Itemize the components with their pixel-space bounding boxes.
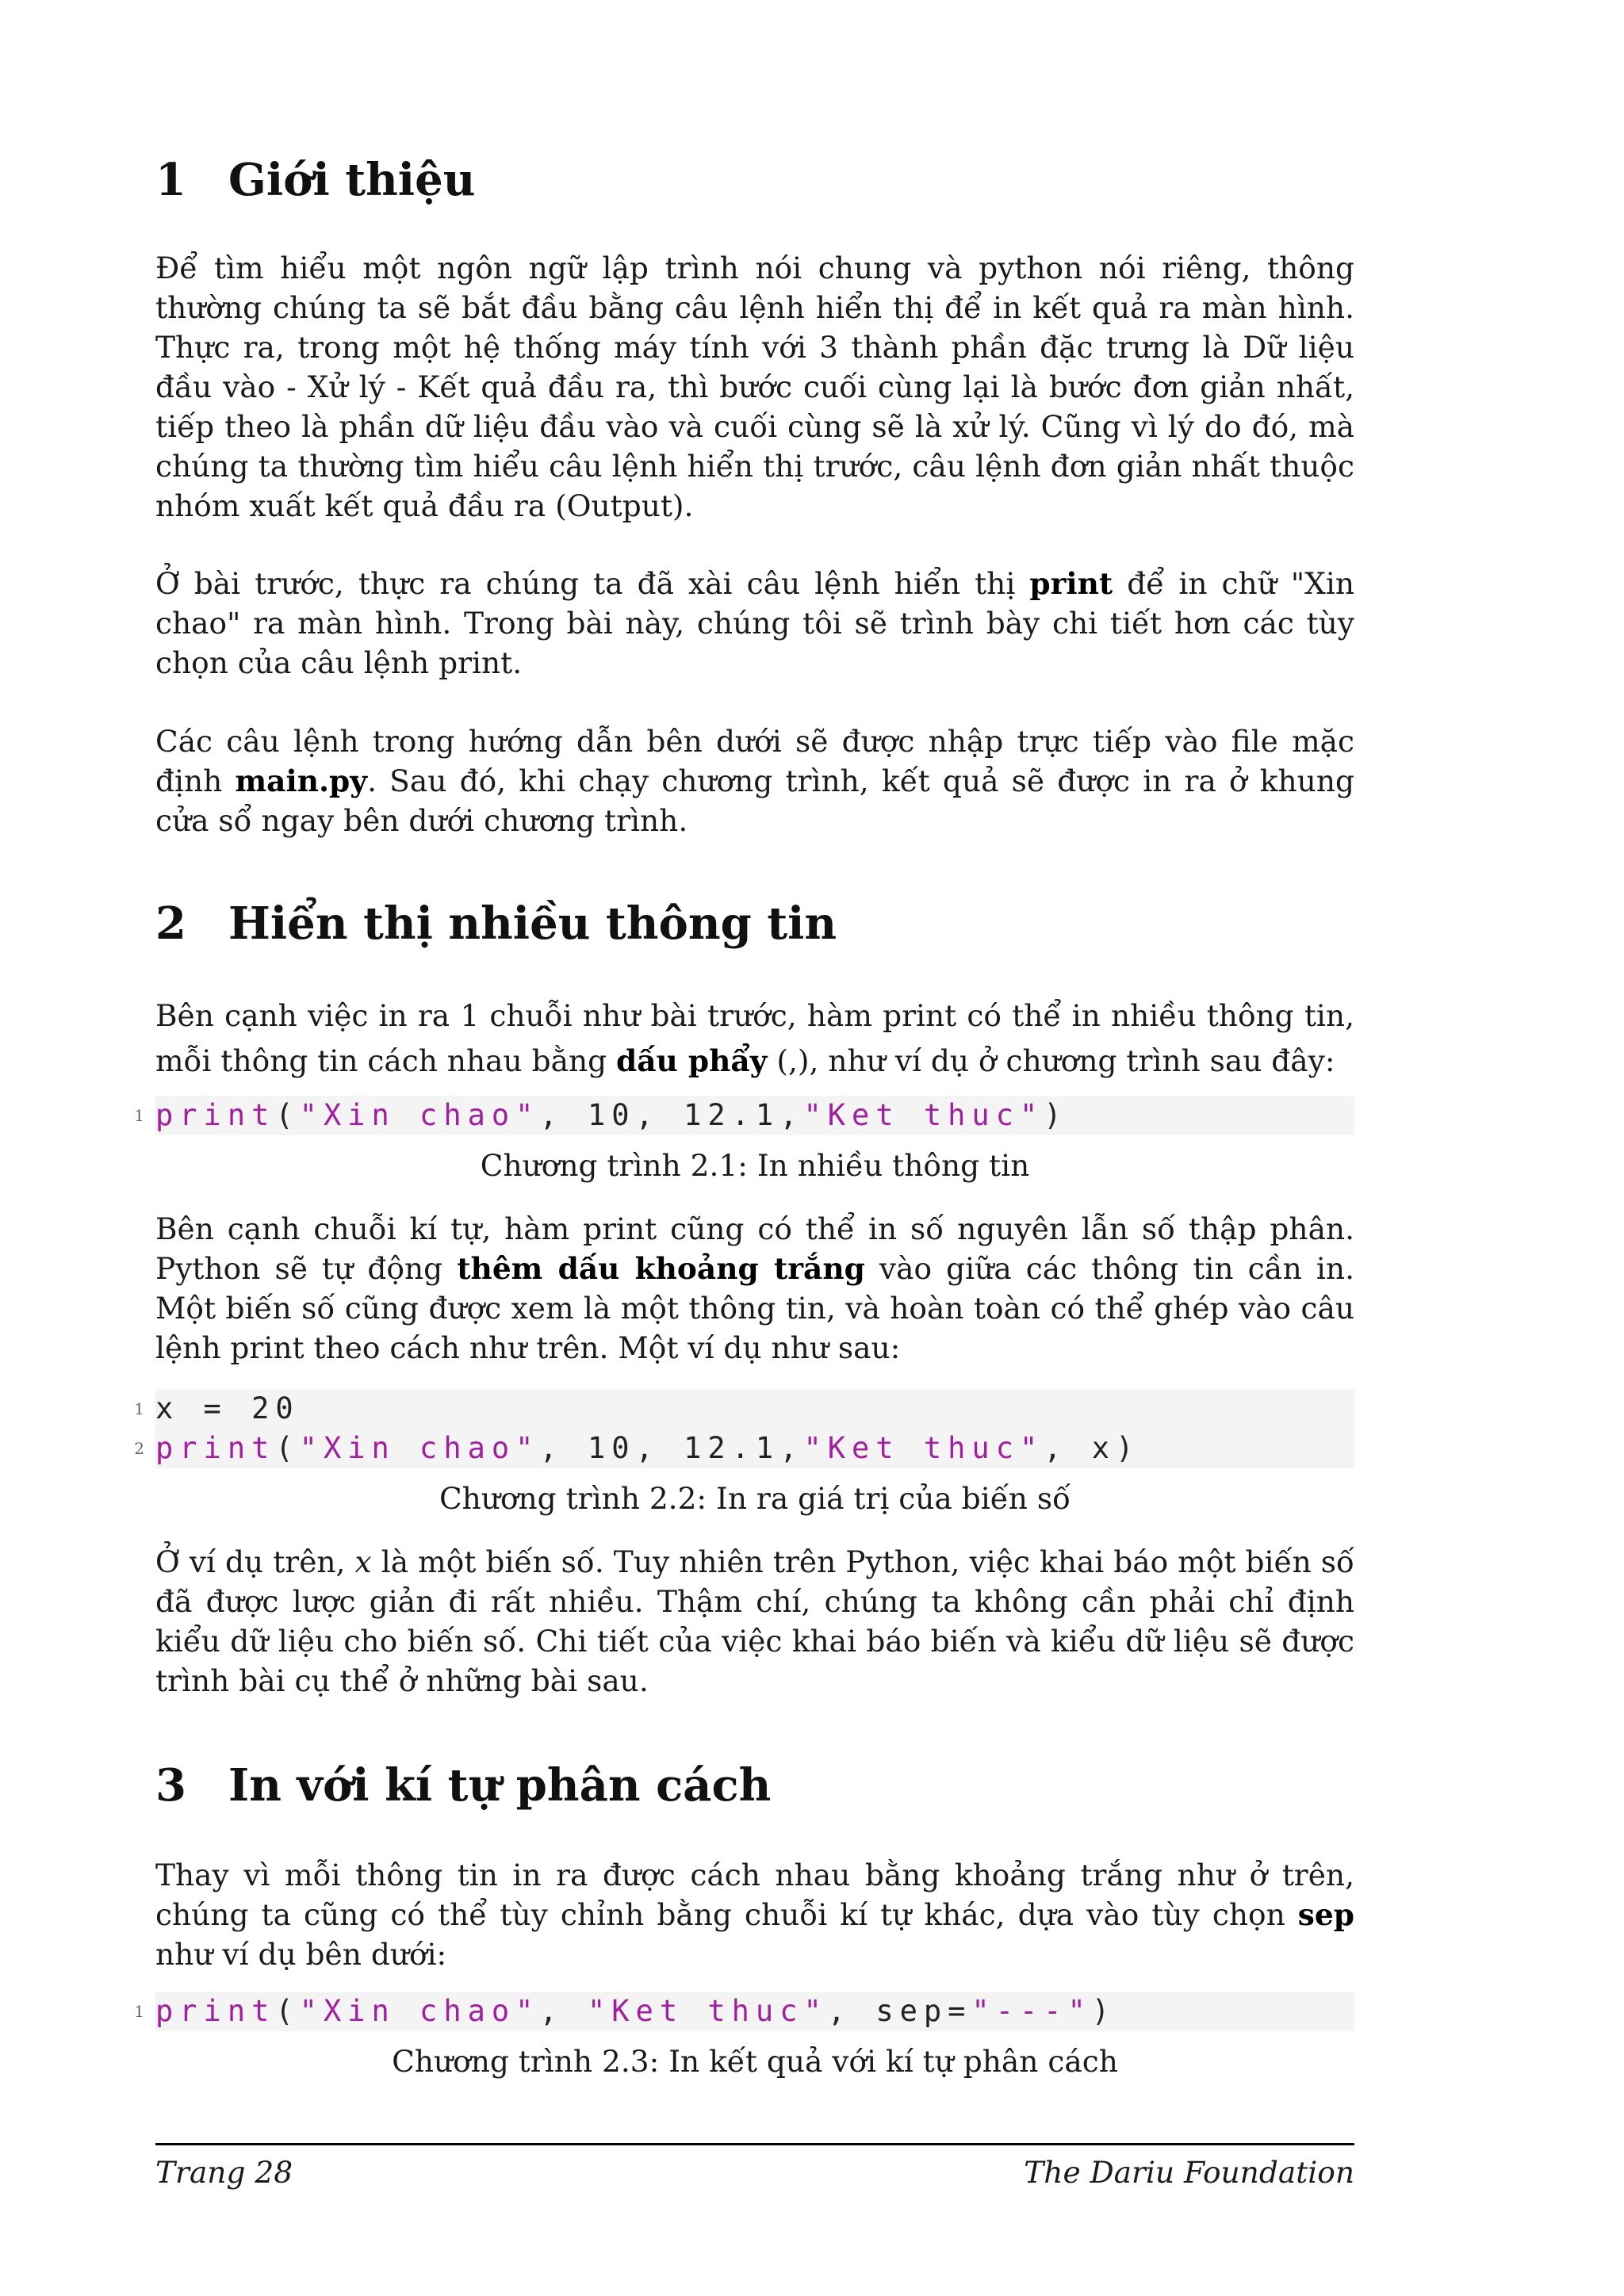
text-run: Bên cạnh chuỗi kí tự, hàm print cũng có thể in số nguyên lẫn số thập phân. Python sẽ tự động bbox=[155, 1211, 1354, 1286]
code-line bbox=[134, 1992, 1354, 2031]
text-run: (,), như ví dụ ở chương trình sau đây: bbox=[767, 1043, 1335, 1078]
section-heading bbox=[155, 896, 1354, 951]
listing-caption: Chương trình 2.2: In ra giá trị của biến số bbox=[439, 1481, 1071, 1516]
text-run: như ví dụ bên dưới: bbox=[155, 1937, 447, 1972]
code-listing bbox=[134, 1992, 1354, 2031]
text-run: . Sau đó, khi chạy chương trình, kết quả sẽ được in ra ở khung cửa sổ ngay bên dưới chương trình. bbox=[155, 763, 1354, 838]
paragraph bbox=[155, 1209, 1354, 1368]
code-text: ) bbox=[1091, 1994, 1116, 2028]
line-number: 1 bbox=[134, 1399, 144, 1418]
line-number: 1 bbox=[134, 1106, 144, 1125]
publisher-name: The Dariu Foundation bbox=[1024, 2155, 1354, 2190]
line-number: 2 bbox=[134, 1439, 144, 1458]
code-string: "---" bbox=[971, 1994, 1092, 2028]
code-text: , x) bbox=[1044, 1431, 1140, 1465]
code-text: x = 20 bbox=[155, 1391, 300, 1425]
section-title: Hiển thị nhiều thông tin bbox=[228, 897, 837, 950]
code-keyword: print bbox=[155, 1994, 276, 2028]
paragraph bbox=[155, 248, 1354, 526]
code-keyword: print bbox=[155, 1431, 276, 1465]
text-run: Bên cạnh việc in ra 1 chuỗi như bài trước, hàm print có thể in nhiều thông tin, mỗi thông tin cách nhau bằng bbox=[155, 998, 1354, 1078]
text-run: Để tìm hiểu một ngôn ngữ lập trình nói chung và python nói riêng, thông thường chúng ta sẽ bắt đầu bằng câu lệnh hiển thị để in kết quả ra màn hình. Thực ra, trong một hệ thống máy tính với 3 thành phần đặc trưng là Dữ liệu đầu vào - Xử lý - Kết quả đầu ra, thì bước cuối cùng lại là bước đơn giản nhất, tiếp theo là phần dữ liệu đầu vào và cuối cùng sẽ là xử lý. Cũng vì lý do đó, mà chúng ta thường tìm hiểu câu lệnh hiển thị trước, câu lệnh đơn giản nhất thuộc nhóm xuất kết quả đầu ra (Output). bbox=[155, 251, 1354, 523]
code-string: "Xin chao" bbox=[299, 1994, 540, 2028]
code-line bbox=[134, 1429, 1354, 1468]
text-run: Ở ví dụ trên, bbox=[155, 1544, 355, 1579]
code-string: "Ket thuc" bbox=[803, 1431, 1044, 1465]
code-string: "Ket thuc" bbox=[803, 1098, 1044, 1132]
code-text: ( bbox=[275, 1994, 300, 2028]
bold-text: dấu phẩy bbox=[616, 1043, 768, 1078]
code-listing bbox=[134, 1096, 1354, 1135]
paragraph bbox=[155, 1855, 1354, 1974]
section-heading bbox=[155, 1758, 1354, 1813]
listing-caption: Chương trình 2.1: In nhiều thông tin bbox=[480, 1148, 1030, 1183]
section-number: 2 bbox=[155, 897, 186, 950]
line-number: 1 bbox=[134, 2002, 144, 2021]
section-title: Giới thiệu bbox=[228, 154, 476, 206]
code-text: , 10, 12.1, bbox=[539, 1431, 804, 1465]
code-text: ( bbox=[275, 1431, 300, 1465]
text-run: là một biến số. Tuy nhiên trên Python, việc khai báo một biến số đã được lược giản đi rất nhiều. Thậm chí, chúng ta không cần phải chỉ định kiểu dữ liệu cho biến số. Chi tiết của việc khai báo biến và kiểu dữ liệu sẽ được trình bài cụ thể ở những bài sau. bbox=[155, 1544, 1354, 1698]
code-line bbox=[134, 1096, 1354, 1135]
code-text: , 10, 12.1, bbox=[539, 1098, 804, 1132]
code-text: , sep= bbox=[827, 1994, 972, 2028]
code-listing bbox=[134, 1389, 1354, 1468]
page-number: Trang 28 bbox=[155, 2155, 293, 2190]
section-title: In với kí tự phân cách bbox=[228, 1759, 772, 1812]
paragraph bbox=[155, 564, 1354, 683]
code-string: "Xin chao" bbox=[299, 1098, 540, 1132]
text-run: Ở bài trước, thực ra chúng ta đã xài câu lệnh hiển thị bbox=[155, 566, 1030, 601]
bold-text: main.py bbox=[235, 763, 368, 798]
code-string: "Ket thuc" bbox=[588, 1994, 828, 2028]
text-run: Thay vì mỗi thông tin in ra được cách nhau bằng khoảng trắng như ở trên, chúng ta cũng có thể tùy chỉnh bằng chuỗi kí tự khác, dựa vào tùy chọn bbox=[155, 1858, 1354, 1932]
section-number: 3 bbox=[155, 1759, 186, 1812]
text-run: vào giữa các thông tin cần in. Một biến số cũng được xem là một thông tin, và hoàn toàn có thể ghép vào câu lệnh print theo cách như trên. Một ví dụ như sau: bbox=[155, 1251, 1354, 1365]
paragraph bbox=[155, 721, 1354, 840]
code-text: , bbox=[539, 1994, 588, 2028]
bold-text: print bbox=[1029, 566, 1113, 601]
bold-text: sep bbox=[1297, 1897, 1354, 1932]
text-run: để in chữ "Xin chao" ra màn hình. Trong bài này, chúng tôi sẽ trình bày chi tiết hơn các tùy chọn của câu lệnh print. bbox=[155, 566, 1354, 680]
italic-text: x bbox=[354, 1544, 372, 1579]
section-heading bbox=[155, 152, 1354, 208]
listing-caption: Chương trình 2.3: In kết quả với kí tự phân cách bbox=[392, 2044, 1118, 2079]
code-text: ( bbox=[275, 1098, 300, 1132]
code-text: ) bbox=[1044, 1098, 1068, 1132]
document-page bbox=[134, 0, 1354, 2296]
section-number: 1 bbox=[155, 154, 186, 206]
paragraph bbox=[155, 1542, 1354, 1701]
paragraph bbox=[155, 993, 1354, 1084]
code-line bbox=[134, 1389, 1354, 1429]
bold-text: thêm dấu khoảng trắng bbox=[457, 1251, 865, 1286]
code-string: "Xin chao" bbox=[299, 1431, 540, 1465]
footer-divider bbox=[155, 2143, 1354, 2145]
text-run: Các câu lệnh trong hướng dẫn bên dưới sẽ được nhập trực tiếp vào file mặc định bbox=[155, 724, 1354, 798]
code-keyword: print bbox=[155, 1098, 276, 1132]
